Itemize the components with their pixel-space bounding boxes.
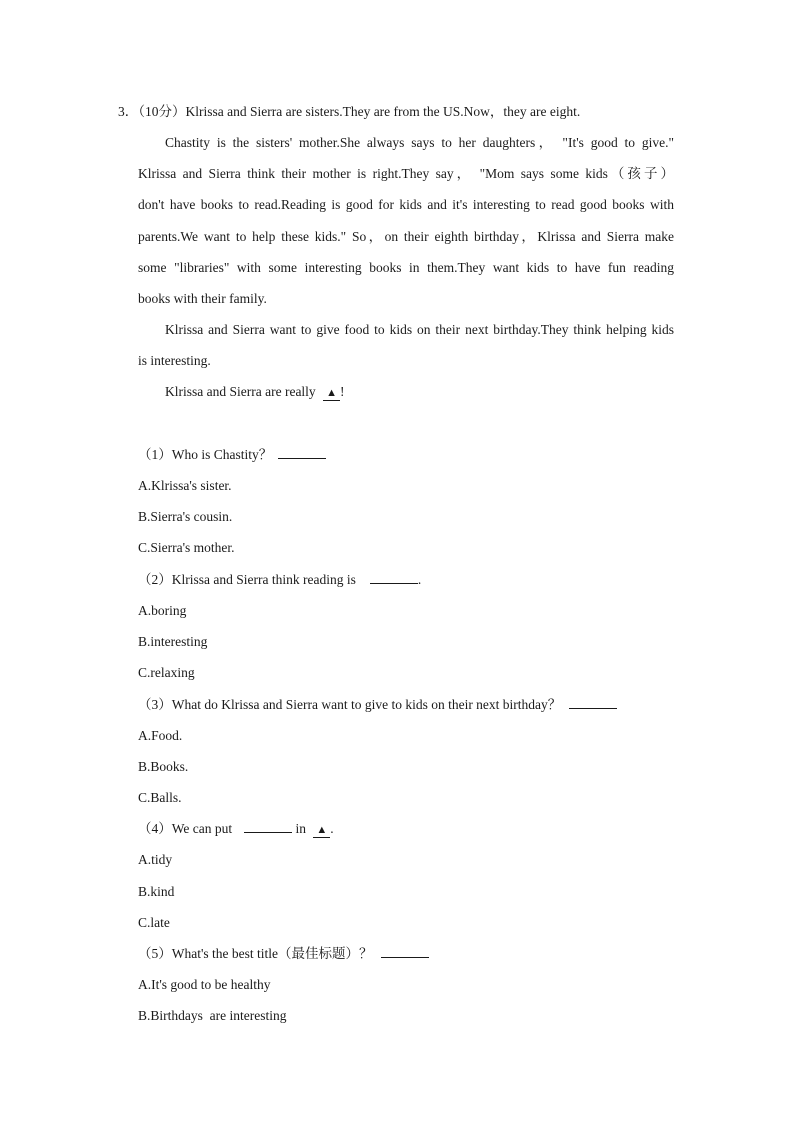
passage-line: books with their family. [138,291,267,306]
passage-text: Klrissa and Sierra are really [165,384,316,399]
passage-line: Klrissa and Sierra want to give food to kids on their next birthday.They think helping kids [165,322,674,337]
subquestion-stem [138,446,326,464]
triangle-marker: ▲ [316,824,328,836]
option-b[interactable]: B.interesting [138,634,208,649]
subquestion-stem [138,571,421,589]
passage-line: some "libraries" with some interesting books in them.They want kids to have fun reading [138,260,674,275]
passage-line: is interesting. [138,353,211,368]
stem-text: （5）What's the best title（最佳标题）？ [138,946,373,961]
answer-blank[interactable] [244,820,292,833]
option-a[interactable]: A.It's good to be healthy [138,977,271,992]
option-b[interactable]: B.Sierra's cousin. [138,509,233,524]
option-a[interactable]: A.boring [138,603,187,618]
option-c[interactable]: C.late [138,915,170,930]
passage-line: Klrissa and Sierra think their mother is right.They say， "Mom says some kids（孩子） [138,166,674,181]
passage-punct: ! [339,384,345,399]
answer-blank[interactable] [278,446,326,459]
option-c[interactable]: C.Balls. [138,790,182,805]
question-number: 3．（10分） [118,104,186,119]
option-c[interactable]: C.Sierra's mother. [138,540,235,555]
question-intro: Klrissa and Sierra are sisters.They are from the US.Now，they are eight. [185,104,581,119]
triangle-marker: ▲ [326,387,337,399]
passage-line: don't have books to read.Reading is good for kids and it's interesting to read good books with [138,197,674,212]
passage-line: Chastity is the sisters' mother.She always says to her daughters， "It's good to give." [165,135,674,150]
stem-text: （3）What do Klrissa and Sierra want to give to kids on their next birthday？ [138,697,562,712]
stem-punct: . [417,572,422,587]
option-b[interactable]: B.Birthdays are interesting [138,1008,287,1023]
option-c[interactable]: C.relaxing [138,665,195,680]
subquestion-stem [138,820,334,838]
stem-text: （2）Klrissa and Sierra think reading is [138,572,356,587]
option-b[interactable]: B.kind [138,884,175,899]
subquestion-stem [138,945,429,963]
question-header [118,103,580,121]
answer-blank[interactable] [323,385,340,401]
answer-blank[interactable] [569,696,617,709]
subquestion-stem [138,696,617,714]
stem-text-mid: in [295,821,307,836]
option-a[interactable]: A.tidy [138,852,173,867]
passage-line: parents.We want to help these kids." So，on their eighth birthday，Klrissa and Sierra make [138,229,674,244]
answer-blank[interactable] [370,571,418,584]
stem-punct: . [330,821,334,836]
stem-text: （1）Who is Chastity？ [138,447,273,462]
answer-blank[interactable] [313,822,330,838]
option-a[interactable]: A.Klrissa's sister. [138,478,232,493]
option-b[interactable]: B.Books. [138,759,189,774]
passage-line-with-blank [165,383,344,401]
stem-text: （4）We can put [138,821,233,836]
option-a[interactable]: A.Food. [138,728,183,743]
answer-blank[interactable] [381,945,429,958]
